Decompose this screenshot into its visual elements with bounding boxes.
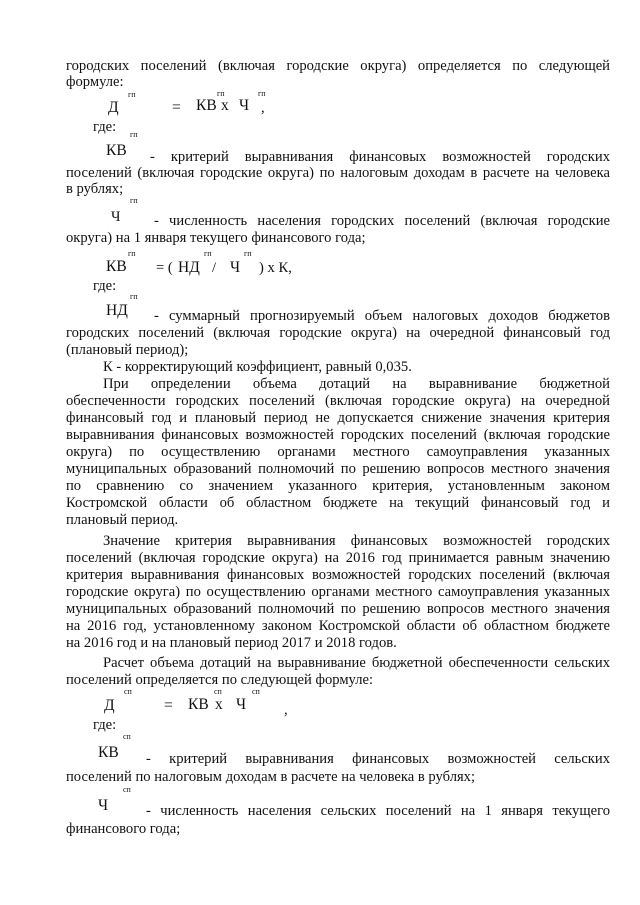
- definition-superscript: сп: [123, 785, 131, 794]
- formula-symbol: Ч: [236, 696, 247, 713]
- formula-operator: х: [215, 696, 223, 713]
- paragraph-line: Расчет объема дотаций на выравнивание бюджетной обеспеченности сельских: [103, 655, 610, 671]
- paragraph-line: на 2016 год и на плановый период 2017 и 2018 годов.: [66, 635, 397, 651]
- paragraph-line: поселений (включая городские округа) на 2016 год принимается равным значению: [66, 550, 610, 566]
- formula-superscript: сп: [252, 687, 260, 696]
- paragraph-line: по сравнению со значением указанного критерия, установленным законом: [66, 478, 610, 494]
- definition-superscript: гп: [130, 130, 138, 139]
- paragraph-line: на 2016 год, установленному законом Костромской области об областном бюджете: [66, 618, 610, 634]
- definition-superscript: гп: [130, 292, 138, 301]
- kv-urban-definition-line-3: в рублях;: [66, 181, 124, 197]
- formula-symbol: Д: [104, 697, 115, 714]
- formula-superscript: сп: [214, 687, 222, 696]
- formula-superscript: сп: [124, 687, 132, 696]
- formula-symbol: НД: [178, 259, 200, 276]
- paragraph-line: При определении объема дотаций на выравнивание бюджетной: [103, 376, 610, 392]
- ch-urban-definition-line-2: округа) на 1 января текущего финансового года;: [66, 230, 366, 246]
- k-coefficient-line: К - корректирующий коэффициент, равный 0,035.: [103, 359, 412, 375]
- paragraph-line: Костромской области об областном бюджете на текущий финансовый год и: [66, 495, 610, 511]
- kv-urban-definition-line-1: - критерий выравнивания финансовых возможностей городских: [150, 149, 610, 165]
- nd-urban-definition-line-1: - суммарный прогнозируемый объем налоговых доходов бюджетов: [154, 308, 610, 324]
- formula-superscript: гп: [244, 249, 252, 258]
- formula-operator: = (: [156, 260, 173, 276]
- paragraph-line: муниципальных образований полномочий по решению вопросов местного значения: [66, 461, 610, 477]
- paragraph-line: Значение критерия выравнивания финансовых возможностей городских: [103, 533, 610, 549]
- formula-superscript: гп: [217, 89, 225, 98]
- formula-operator: /: [212, 260, 217, 276]
- formula-superscript: гп: [128, 249, 136, 258]
- formula-superscript: гп: [258, 89, 266, 98]
- formula-superscript: гп: [204, 249, 212, 258]
- ch-urban-definition-line-1: - численность населения городских поселений (включая городские: [154, 213, 610, 229]
- formula-symbol: КВ: [106, 258, 127, 275]
- formula-symbol: КВ: [188, 696, 209, 713]
- formula-superscript: гп: [128, 90, 136, 99]
- intro-line-1: городских поселений (включая городские округа) определяется по следующей: [66, 58, 610, 74]
- formula-symbol: КВ: [196, 97, 217, 114]
- paragraph-line: округа) по осуществлению органами местного самоуправления указанных: [66, 444, 610, 460]
- definition-symbol: НД: [106, 302, 128, 319]
- formula-operator: =: [172, 99, 181, 116]
- paragraph-line: выравнивания финансовых возможностей городских поселений (включая городские: [66, 427, 610, 443]
- where-label: где:: [93, 278, 117, 294]
- ch-rural-definition-line-2: финансового года;: [66, 821, 181, 837]
- definition-superscript: сп: [123, 732, 131, 741]
- formula-punctuation: ,: [284, 702, 288, 718]
- definition-symbol: Ч: [98, 797, 109, 814]
- paragraph-line: муниципальных образований полномочий по решению вопросов местного значения: [66, 601, 610, 617]
- formula-symbol: Ч: [239, 97, 250, 114]
- paragraph-line: обеспеченности городских поселений (включая городские округа) на очередной: [66, 393, 610, 409]
- paragraph-line: критерия выравнивания финансовых возможностей городских поселений (включая: [66, 567, 610, 583]
- where-label: где:: [93, 119, 117, 135]
- where-label: где:: [93, 717, 117, 733]
- formula-symbol: Ч: [230, 259, 241, 276]
- paragraph-line: поселений определяется по следующей формуле:: [66, 672, 374, 688]
- definition-symbol: КВ: [106, 142, 127, 159]
- formula-operator: =: [164, 697, 173, 714]
- paragraph-line: финансовый год и плановый период не допускается снижение значения критерия: [66, 410, 610, 426]
- definition-symbol: КВ: [98, 744, 119, 761]
- definition-superscript: гп: [130, 196, 138, 205]
- ch-rural-definition-line-1: - численность населения сельских поселений на 1 января текущего: [146, 803, 610, 819]
- kv-urban-definition-line-2: поселений (включая городские округа) по налоговым доходам в расчете на человека: [66, 165, 610, 181]
- intro-line-2: формуле:: [66, 74, 124, 90]
- kv-rural-definition-line-2: поселений по налоговым доходам в расчете на человека в рублях;: [66, 769, 476, 785]
- nd-urban-definition-line-2: городских поселений (включая городские округа) на очередной финансовый год: [66, 325, 610, 341]
- paragraph-line: плановый период.: [66, 512, 179, 528]
- kv-rural-definition-line-1: - критерий выравнивания финансовых возможностей сельских: [146, 751, 610, 767]
- paragraph-line: городские округа) по осуществлению органами местного самоуправления указанных: [66, 584, 610, 600]
- formula-symbol: Д: [108, 99, 119, 116]
- formula-punctuation: ,: [261, 100, 265, 116]
- formula-operator: х: [221, 97, 229, 114]
- formula-operator: ) х К,: [259, 260, 292, 276]
- nd-urban-definition-line-3: (плановый период);: [66, 342, 189, 358]
- definition-symbol: Ч: [111, 209, 121, 225]
